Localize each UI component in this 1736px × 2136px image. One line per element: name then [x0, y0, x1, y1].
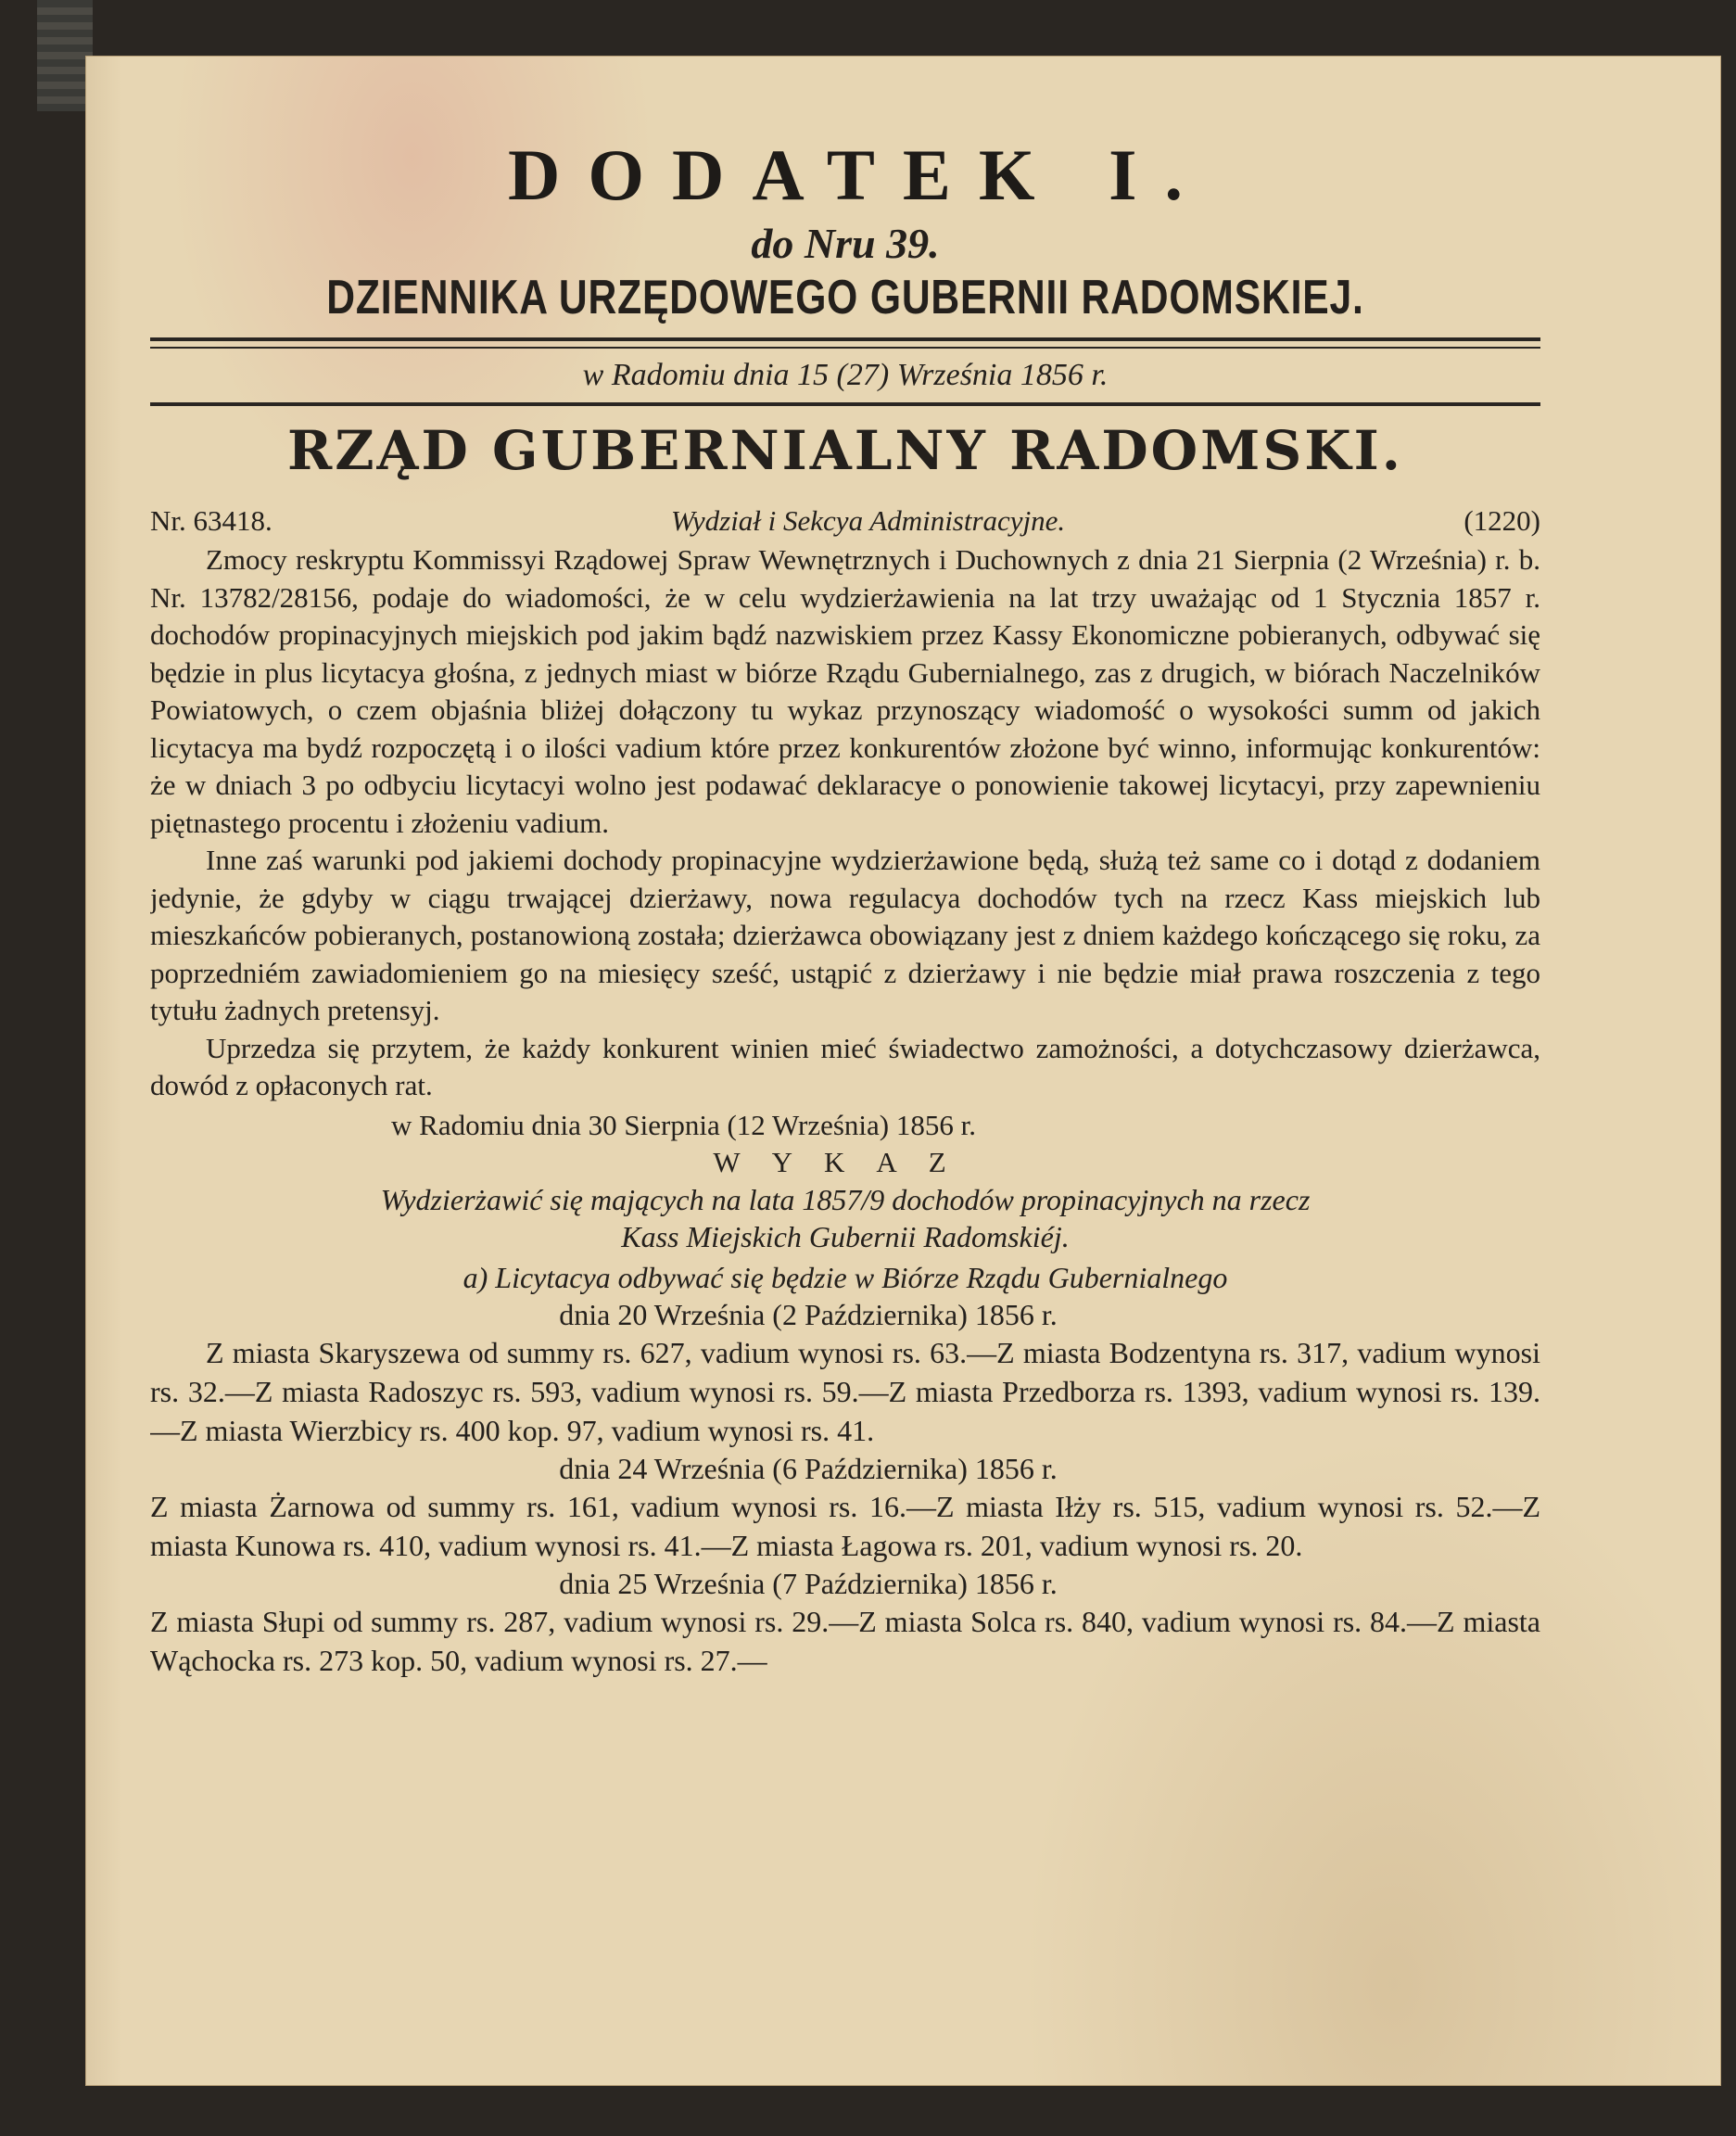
- notice-header: [150, 504, 1540, 538]
- binding-edge: [37, 0, 93, 111]
- page-content: [150, 139, 1540, 2040]
- gazette-name: DZIENNIKA URZĘDOWEGO GUBERNII RADOMSKIEJ.: [326, 271, 1364, 324]
- notice-paragraph: Zmocy reskryptu Kommissyi Rządowej Spraw Wewnętrznych i Duchownych z dnia 21 Sierpnia (2 Września) r. b. Nr. 13782/28156, podaje do wiadomości, że w celu wydzierżawienia na lat trzy uważając od 1 Stycznia 1857 r. dochodów propinacyjnych miejskich pod jakim bądź nazwiskiem przez Kassy Ekonomiczne pobieranych, odbywać się będzie in plus licytacya głośna, z jednych miast w biórze Rządu Gubernialnego, zas z drugich, w biórach Naczelników Powiatowych, o czem objaśnia bliżej dołączony tu wykaz przynoszący wiadomość o wysokości summ od jakich licytacya ma bydź rozpoczętą i o ilości vadium które przez konkurentów złożone być winno, informując konkurentów: że w dniach 3 po odbyciu licytacyi wolno jest podawać deklaracye o ponowienie takowej licytacyi, przy zapewnieniu piętnastego procentu i złożeniu vadium.: [150, 543, 1540, 839]
- notice-paragraph: Inne zaś warunki pod jakiemi dochody propinacyjne wydzierżawione będą, służą też same co i dotąd z dodaniem jedynie, że gdyby w ciągu trwającej dzierżawy, nowa regulacya dochodów tych na rzecz Kass miejskich lub mieszkańców pobieranych, postanowioną została; dzierżawca obowiązany jest z dniem każdego kończącego się roku, za poprzedniém zawiadomieniem go na miesięcy sześć, ustąpić z dzierżawy i nie będzie miał prawa roszczenia z tego tytułu żadnych pretensyj.: [150, 844, 1540, 1027]
- dateline-rule: [150, 402, 1540, 406]
- auction-list: Z miasta Żarnowa od summy rs. 161, vadium wynosi rs. 16.—Z miasta Iłży rs. 515, vadium wynosi rs. 52.—Z miasta Kunowa rs. 410, vadium wynosi rs. 41.—Z miasta Łagowa rs. 201, vadium wynosi rs. 20.: [150, 1489, 1540, 1562]
- auction-date: dnia 20 Września (2 Października) 1856 r.: [559, 1297, 1058, 1331]
- masthead-rule: [150, 337, 1540, 349]
- auction-date: dnia 24 Września (6 Października) 1856 r.: [559, 1451, 1058, 1485]
- notice-signoff: w Radomiu dnia 30 Sierpnia (12 Września) 1856 r.: [391, 1108, 976, 1141]
- notice-department: Wydział i Sekcya Administracyjne.: [670, 504, 1066, 538]
- notice-paragraph: Uprzedza się przytem, że każdy konkurent winien mieć świadectwo zamożności, a dotychczasowy dzierżawca, dowód z opłaconych rat.: [150, 1031, 1540, 1102]
- auction-date: dnia 25 Września (7 Października) 1856 r.: [559, 1566, 1058, 1600]
- auction-list: Z miasta Skaryszewa od summy rs. 627, vadium wynosi rs. 63.—Z miasta Bodzentyna rs. 317, vadium wynosi rs. 32.—Z miasta Radoszyc rs. 593, vadium wynosi rs. 59.—Z miasta Przedborza rs. 1393, vadium wynosi rs. 139.—Z miasta Wierzbicy rs. 400 kop. 97, vadium wynosi rs. 41.: [150, 1335, 1540, 1447]
- masthead: [150, 139, 1540, 324]
- issue-number: do Nru 39.: [751, 220, 940, 267]
- wykaz-title: WYKAZ: [713, 1145, 978, 1178]
- wykaz-subtitle: Wydzierżawić się mających na lata 1857/9 dochodów propinacyjnych na rzecz: [380, 1182, 1311, 1216]
- notice-number: Nr. 63418.: [150, 504, 272, 538]
- office-heading: RZĄD GUBERNIALNY RADOMSKI.: [287, 419, 1403, 483]
- newspaper-page: [85, 56, 1721, 2086]
- section-heading: a) Licytacya odbywać się będzie w Biórze Rządu Gubernialnego: [463, 1260, 1228, 1294]
- masthead-title: DODATEK I.: [508, 139, 1210, 215]
- wykaz-subtitle: Kass Miejskich Gubernii Radomskiéj.: [621, 1219, 1070, 1253]
- dateline: w Radomiu dnia 15 (27) Września 1856 r.: [582, 358, 1109, 393]
- auction-list: Z miasta Słupi od summy rs. 287, vadium wynosi rs. 29.—Z miasta Solca rs. 840, vadium wynosi rs. 84.—Z miasta Wąchocka rs. 273 kop. 50, vadium wynosi rs. 27.—: [150, 1604, 1540, 1677]
- notice-ref: (1220): [1464, 504, 1540, 538]
